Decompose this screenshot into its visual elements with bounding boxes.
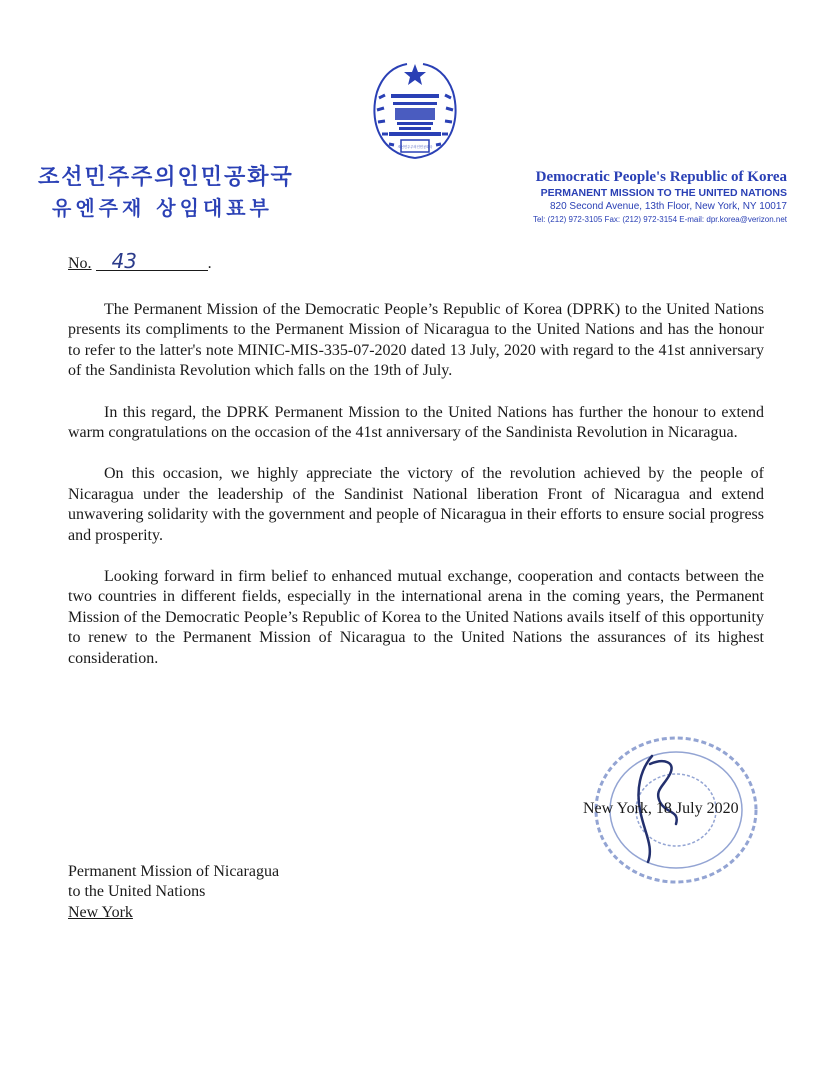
addressee-line-2: to the United Nations bbox=[68, 883, 206, 901]
mission-contact: Tel: (212) 972-3105 Fax: (212) 972-3154 E-mail: dpr.korea@verizon.net bbox=[532, 215, 787, 224]
english-letterhead bbox=[457, 168, 787, 227]
paragraph-1: The Permanent Mission of the Democratic People’s Republic of Korea (DPRK) to the United Nations presents its compliments to the Permanent Mission of Nicaragua to the United Nations and has the honour to refer to the latter's note MINIC-MIS-335-07-2020 dated 13 July, 2020 with regard to the 41st anniversary of the Sandinista Revolution which falls on the 19th of July. bbox=[68, 301, 764, 380]
paragraph-3: On this occasion, we highly appreciate the victory of the revolution achieved by the people of Nicaragua under the leadership of the Sandinist National liberation Front of Nicaragua and extend unwavering solidarity with the government and people of Nicaragua in their efforts to ensure social progress and prosperity. bbox=[68, 465, 764, 544]
place-and-date: New York, 18 July 2020 bbox=[583, 800, 739, 817]
addressee-city: New York bbox=[68, 903, 133, 921]
mission-title: PERMANENT MISSION TO THE UNITED NATIONS bbox=[540, 187, 787, 199]
note-number-label: No. bbox=[68, 255, 92, 272]
addressee-block bbox=[68, 862, 279, 923]
note-number-value: 43 bbox=[96, 252, 208, 271]
note-number: No. 43 . bbox=[68, 249, 212, 273]
mission-address: 820 Second Avenue, 13th Floor, New York, NY 10017 bbox=[549, 201, 787, 212]
korean-letterhead bbox=[38, 163, 294, 223]
paragraph-2: In this regard, the DPRK Permanent Mission to the United Nations has further the honour to extend warm congratulations on the occasion of the 41st anniversary of the Sandinista Revolution in Nicaragua. bbox=[68, 403, 764, 442]
korean-mission-name: 유엔주재 상임대표부 bbox=[52, 196, 273, 220]
korean-country-name: 조선민주주의인민공화국 bbox=[38, 165, 294, 190]
emblem-ribbon-text: 조선민주주의인민공화국 bbox=[397, 145, 433, 149]
paragraph-4: Looking forward in firm belief to enhanced mutual exchange, cooperation and contacts between the two countries in different fields, especially in the international arena in the coming years, the Permanent Mission of the Democratic People’s Republic of Korea to the United Nations avails itself of this opportunity to renew to the Permanent Mission of Nicaragua to the United Nations the assurances of its highest consideration. bbox=[68, 568, 764, 667]
addressee-line-1: Permanent Mission of Nicaragua bbox=[68, 863, 280, 880]
note-body bbox=[68, 300, 764, 690]
state-emblem-icon bbox=[365, 58, 465, 168]
country-name: Democratic People's Republic of Korea bbox=[535, 169, 787, 185]
